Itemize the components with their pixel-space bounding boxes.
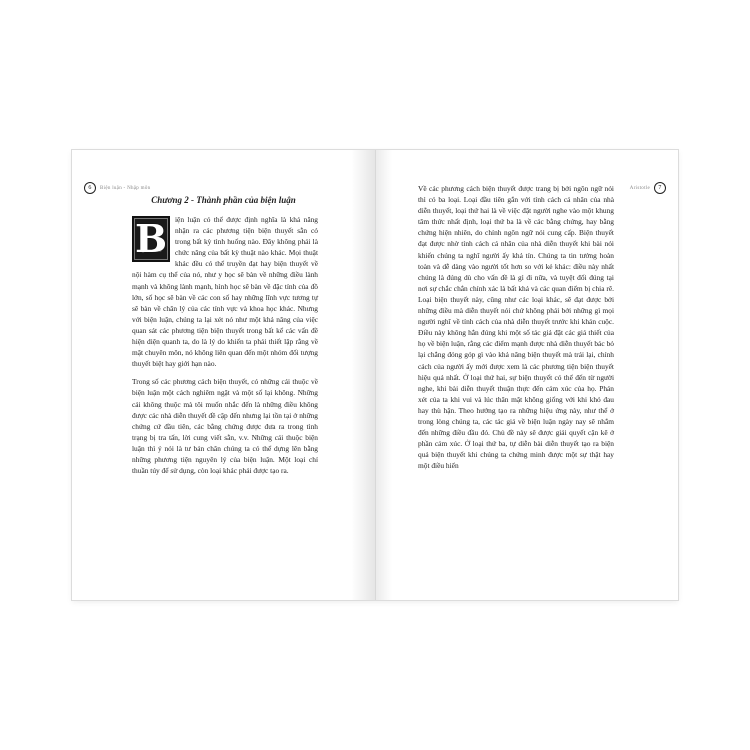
chapter-title: Chương 2 - Thành phần của biện luận xyxy=(151,195,296,205)
page-number-right: 7 xyxy=(654,182,666,194)
dropcap-ornament xyxy=(132,216,170,262)
left-page-text xyxy=(132,214,318,483)
running-head-right xyxy=(630,182,666,194)
right-page-text xyxy=(418,183,614,478)
paragraph xyxy=(132,214,318,369)
paragraph: Trong số các phương cách biện thuyết, có những cái thuộc về biện luận một cách nghiêm ngặt và một số lại không. Những cái không thuộc mà tôi muốn nhắc đến là những điều không được các nhà diễn thuyết đề cập đến nhưng lại tồn tại ở những chứng cứ đầu tiên, các bằng chứng được đưa ra trong tình trạng bị tra tấn, lời cung viết sẵn, v.v. Những cái thuộc biện luận thì ý nói là tư bản chân chúng ta có thể dựng lên bằng những phương tiện nguyên lý của biện luận. Một loại chỉ thuần túy để sử dụng, còn loại khác phải được tạo ra. xyxy=(132,377,318,476)
gutter-shadow xyxy=(376,150,392,600)
running-head-left xyxy=(84,182,150,194)
left-page xyxy=(72,150,376,600)
gutter-shadow xyxy=(351,150,375,600)
paragraph: Về các phương cách biện thuyết được trang bị bởi ngôn ngữ nói thì có ba loại. Loại đầu tiên gắn với tính cách cá nhân của nhà diễn thuyết, loại thứ hai là về việc đặt người nghe vào một khung tâm thức nhất định, loại thứ ba là về các bằng chứng, hay bằng chứng hiện nhiên, do chính ngôn ngữ nói cung cấp. Biện thuyết đạt được nhờ tính cách cá nhân của nhà diễn thuyết khi bài nói khiến chúng ta nghĩ người ấy khả tín. Chúng ta tin tưởng hoàn toàn và dễ dàng vào người tốt hơn so với kẻ khác: điều này nhất chúng là đúng dù cho vấn đề là gì đi nữa, và tuyệt đối đúng tại nơi sự chắc chắn chính xác là bất khả và các quan điểm bị chia rẽ. Loại biện thuyết này, cũng như các loại khác, sẽ đạt được bởi những điều mà diễn thuyết nói chứ không phải bởi những gì mọi người nghĩ về tính cách của nhà diễn thuyết trước khi khán cuộc. Điều này không hẳn đúng khi một số tác giả đặt các giả thiết của họ về biện luận, rằng các điểm mạnh được nhà diễn thuyết bác bỏ lại chẳng đóng góp gì vào khả năng biện thuyết mà trái lại, chính cách của người ấy mới được xem là các phương tiện biện thuyết hiệu quả nhất. Ở loại thứ hai, sự biện thuyết có thể đến từ người nghe, khi bài diễn thuyết thuận thực đến cảm xúc của họ. Phán xét của ta khi vui và lúc thân mật không giống với khi khó đau hay thù hận. Theo hướng tạo ra những hiệu ứng này, như thể ở trong lòng chúng ta, các tác giả về biện luận ngày nay sẽ nhắm đến những điều đầu đó. Chủ đề này sẽ được giải quyết cặn kẽ ở phần cảm xúc. Ở loại thứ ba, tự diễn bài diễn thuyết tạo ra biện quả biện thuyết khi chúng ta chứng minh được một sự thật hay một điều hiển xyxy=(418,184,614,471)
running-head-left-text: Biện luận - Nhập môn xyxy=(100,185,151,191)
paragraph-text: iện luận có thể được định nghĩa là khả năng nhận ra các phương tiện biện thuyết sẵn có trong bất kỳ tình huống nào. Đây không phải là chức năng của bất kỳ thuật nào khác. Mọi thuật khác đều có thể truyền đạt hay biện thuyết về nội hàm cụ thể của nó, như y học sẽ bàn về những điều lành mạnh và không lành mạnh, hình học sẽ bàn về đặc tính của đồ lớn, số học sẽ bàn về các con số hay những lĩnh vực tương tự sẽ bàn về chân lý của các tính vực và khoa học khác. Nhưng với biện luận, chúng ta lại xét nó như một khả năng của việc quan sát các phương tiện biện thuyết trong bất kể các vấn đề hiện diện quanh ta, do là lý do khiến ta phải thiết lập rằng về mặt chuyên môn, nó không liên quan đến một nhóm đối tượng thuyết biệt hay giới hạn nào. xyxy=(132,215,318,369)
dropcap-letter: B xyxy=(134,216,168,262)
running-head-right-text: Aristotle xyxy=(629,185,650,191)
page-number-left: 6 xyxy=(84,182,96,194)
right-page xyxy=(376,150,678,600)
book-spread xyxy=(72,150,678,600)
